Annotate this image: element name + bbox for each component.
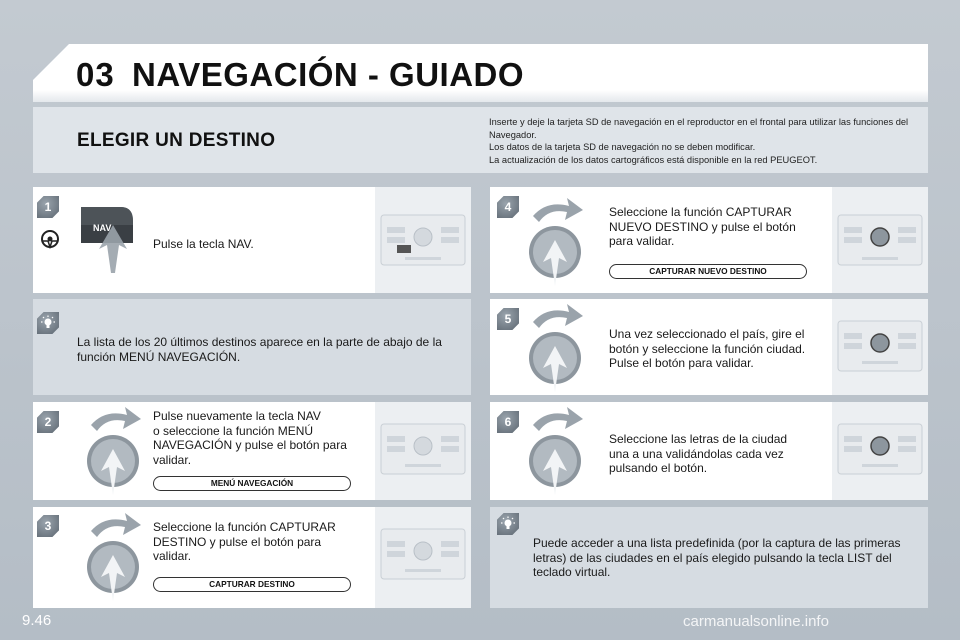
step-number: 6 bbox=[504, 415, 512, 429]
text-line: validar. bbox=[153, 452, 192, 467]
text-line: Seleccione las letras de la ciudad bbox=[609, 432, 788, 446]
step-badge-1 bbox=[37, 196, 59, 218]
rotary-knob-icon bbox=[81, 405, 161, 497]
text-line: o seleccione la función MENÚ bbox=[153, 423, 314, 438]
radio-unit-image bbox=[832, 402, 928, 500]
text-line: Seleccione la función CAPTURAR bbox=[609, 205, 792, 219]
step-6-text bbox=[609, 432, 787, 476]
text-line: Pulse la tecla NAV. bbox=[153, 237, 254, 251]
capturar-destino-button[interactable]: CAPTURAR DESTINO bbox=[153, 577, 351, 592]
text-line: DESTINO y pulse el botón para bbox=[153, 534, 322, 549]
text-line: Puede acceder a una lista predefinida (por la captura de las primeras bbox=[533, 536, 901, 550]
text-line: teclado virtual. bbox=[533, 565, 611, 579]
rotary-knob-icon bbox=[81, 511, 161, 603]
step-number: 5 bbox=[504, 312, 512, 326]
page-number: 9.46 bbox=[22, 612, 52, 629]
step-4-text bbox=[609, 205, 796, 249]
text-line: La lista de los 20 últimos destinos aparece en la parte de abajo de la bbox=[77, 335, 442, 349]
text-line: una a una validándolas cada vez bbox=[609, 446, 784, 461]
lightbulb-icon bbox=[37, 312, 59, 334]
tip-2-text bbox=[533, 536, 901, 580]
watermark: carmanualsonline.info bbox=[683, 613, 829, 630]
step-number: 2 bbox=[44, 415, 52, 429]
step-1-text bbox=[153, 237, 254, 252]
intro-line: Navegador. bbox=[489, 129, 537, 140]
radio-unit-image bbox=[375, 187, 471, 293]
text-line: Pulse el botón para validar. bbox=[609, 356, 754, 370]
step-5-text bbox=[609, 327, 805, 371]
capturar-nuevo-destino-button[interactable]: CAPTURAR NUEVO DESTINO bbox=[609, 264, 807, 279]
text-line: función MENÚ NAVEGACIÓN. bbox=[77, 349, 241, 364]
text-line: pulsando el botón. bbox=[609, 461, 708, 475]
rotary-knob-icon bbox=[523, 405, 603, 497]
text-line: validar. bbox=[153, 549, 192, 563]
intro-line: Inserte y deje la tarjeta SD de navegación en el reproductor en el frontal para utilizar las funciones del bbox=[489, 117, 909, 127]
intro-line: La actualización de los datos cartográficos está disponible en la red PEUGEOT. bbox=[489, 154, 818, 165]
step-badge-6 bbox=[497, 411, 519, 433]
text-line: letras) de las ciudades en el país elegido pulsando la tecla LIST del bbox=[533, 550, 892, 565]
step-number: 4 bbox=[504, 200, 512, 214]
lightbulb-icon bbox=[497, 513, 519, 535]
section-subtitle: ELEGIR UN DESTINO bbox=[77, 130, 276, 151]
dashboard-thumbnail bbox=[832, 187, 928, 293]
rotary-knob-icon bbox=[523, 196, 603, 288]
step-number: 3 bbox=[44, 519, 52, 533]
step-badge-5 bbox=[497, 308, 519, 330]
step-2-text bbox=[153, 409, 347, 467]
radio-unit-image bbox=[375, 507, 471, 608]
chapter-number: 03 bbox=[76, 56, 115, 93]
dashboard-thumbnail bbox=[375, 187, 471, 293]
step-badge-2 bbox=[37, 411, 59, 433]
dashboard-thumbnail bbox=[375, 507, 471, 608]
dashboard-thumbnail bbox=[832, 299, 928, 395]
step-number: 1 bbox=[44, 200, 52, 214]
radio-unit-image bbox=[375, 402, 471, 500]
text-line: para validar. bbox=[609, 234, 675, 248]
page-title: NAVEGACIÓN - GUIADO bbox=[132, 56, 525, 93]
menu-navegacion-button[interactable]: MENÚ NAVEGACIÓN bbox=[153, 476, 351, 491]
nav-key-image bbox=[77, 203, 157, 273]
text-line: NUEVO DESTINO y pulse el botón bbox=[609, 219, 796, 234]
tip-1-text bbox=[77, 335, 442, 364]
text-line: NAVEGACIÓN y pulse el botón para bbox=[153, 438, 347, 452]
radio-unit-image bbox=[832, 299, 928, 395]
intro-line: Los datos de la tarjeta SD de navegación no se deben modificar. bbox=[489, 142, 756, 152]
text-line: Una vez seleccionado el país, gire el bbox=[609, 327, 805, 341]
radio-unit-image bbox=[832, 187, 928, 293]
text-line: botón y seleccione la función ciudad. bbox=[609, 341, 806, 356]
text-line: Pulse nuevamente la tecla NAV bbox=[153, 409, 321, 423]
intro-notes bbox=[489, 116, 921, 166]
nav-key-label: NAV bbox=[93, 223, 112, 233]
step-3-text bbox=[153, 520, 336, 564]
dashboard-thumbnail bbox=[375, 402, 471, 500]
dashboard-thumbnail bbox=[832, 402, 928, 500]
step-badge-4 bbox=[497, 196, 519, 218]
steering-wheel-icon bbox=[40, 229, 60, 249]
rotary-knob-icon bbox=[523, 302, 603, 394]
text-line: Seleccione la función CAPTURAR bbox=[153, 520, 336, 534]
step-badge-3 bbox=[37, 515, 59, 537]
